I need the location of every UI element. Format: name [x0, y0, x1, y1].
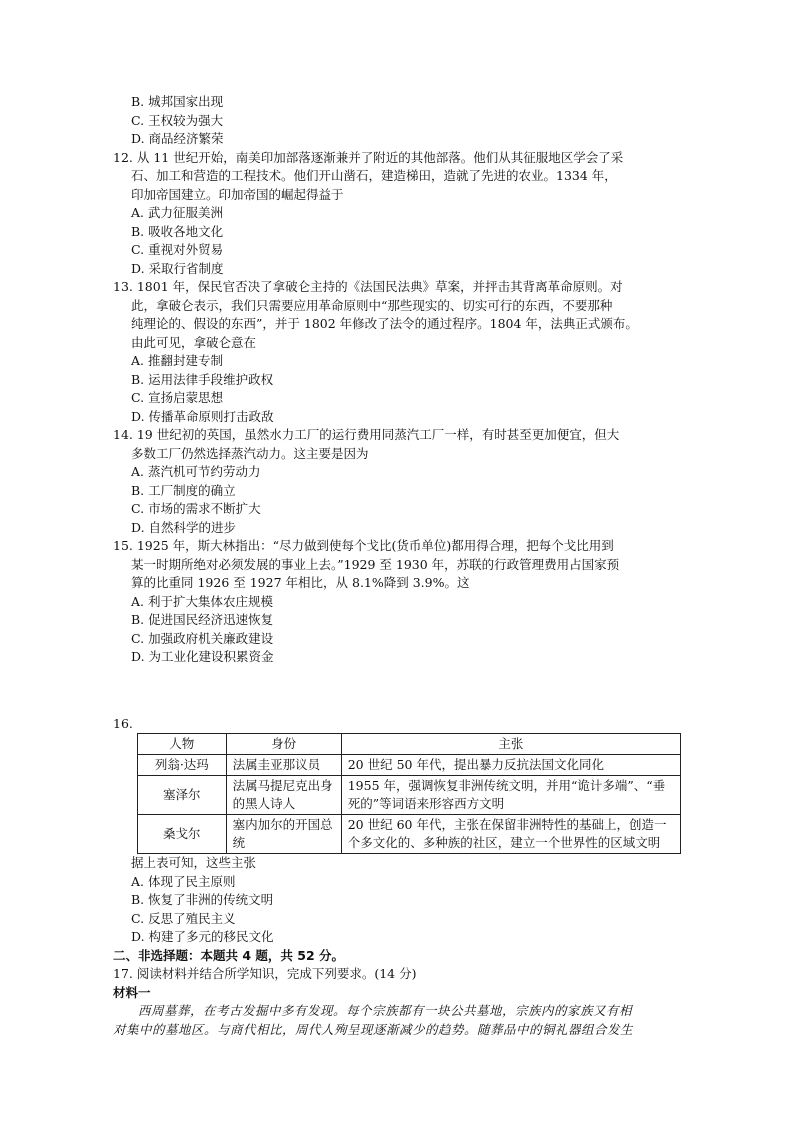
table-cell: 塞内加尔的开国总统	[226, 815, 341, 854]
material-paragraph-line: 西周墓葬，在考古发掘中多有发现。每个宗族都有一块公共墓地，宗族内的家族又有相	[138, 1003, 633, 1018]
table-header: 身份	[226, 734, 341, 755]
table-header: 人物	[138, 734, 227, 755]
option: D. 采取行省制度	[131, 260, 224, 276]
option: D. 自然科学的进步	[131, 519, 237, 535]
question-15	[113, 537, 688, 667]
question-stem: 14. 19 世纪初的英国，虽然水力工厂的运行费用同蒸汽工厂一样，有时甚至更加便宜，但大	[113, 427, 620, 442]
section-heading: 二、非选择题：本题共 4 题，共 52 分。	[113, 947, 345, 963]
option: B. 城邦国家出现	[131, 94, 224, 109]
question-stem: 17. 阅读材料并结合所学知识，完成下列要求。(14 分)	[113, 966, 417, 981]
question-stem: 算的比重同 1926 至 1927 年相比，从 8.1%降到 3.9%。这	[131, 575, 470, 590]
option: A. 武力征服美洲	[131, 205, 223, 220]
question-12	[113, 149, 688, 279]
q11-options	[113, 93, 688, 149]
table-cell: 20 世纪 60 年代，主张在保留非洲特性的基础上，创造一个多文化的、多种族的社区，建立一个世界性的区域文明	[341, 815, 680, 854]
question-stem: 此，拿破仑表示，我们只需要应用革命原则中“那些现实的、切实可行的东西，不要那种	[131, 297, 613, 313]
question-stem: 印加帝国建立。印加帝国的崛起得益于	[131, 186, 344, 202]
question-stem: 12. 从 11 世纪开始，南美印加部落逐渐兼并了附近的其他部落。他们从其征服地区学会了采	[113, 149, 624, 165]
table-row	[138, 776, 681, 815]
question-stem: 据上表可知，这些主张	[131, 855, 257, 870]
option: C. 市场的需求不断扩大	[131, 501, 261, 516]
question-stem: 纯理论的、假设的东西”，并于 1802 年修改了法令的通过程序。1804 年，法典正式颁布。	[131, 316, 638, 331]
option: D. 传播革命原则打击政敌	[131, 408, 274, 424]
spacer	[113, 667, 688, 715]
option: C. 王权较为强大	[131, 112, 224, 128]
table-header: 主张	[341, 734, 680, 755]
table-cell: 法属圭亚那议员	[226, 755, 341, 776]
question-stem: 15. 1925 年，斯大林指出：“尽力做到使每个戈比(货币单位)都用得合理，把每个戈比用到	[113, 538, 614, 553]
table-cell: 塞泽尔	[138, 776, 227, 815]
table-row	[138, 815, 681, 854]
option: C. 重视对外贸易	[131, 242, 224, 257]
material-title: 材料一	[113, 984, 151, 1000]
option: D. 商品经济繁荣	[131, 131, 224, 146]
option: C. 宣扬启蒙思想	[131, 390, 224, 405]
table-cell: 桑戈尔	[138, 815, 227, 854]
option: A. 利于扩大集体农庄规模	[131, 593, 273, 609]
table-cell: 20 世纪 50 年代，提出暴力反抗法国文化同化	[341, 755, 680, 776]
option: A. 推翻封建专制	[131, 353, 223, 368]
question-stem: 13. 1801 年，保民官否决了拿破仑主持的《法国民法典》草案，并抨击其背离革命原则。对	[113, 279, 623, 294]
q16-table	[137, 733, 681, 854]
question-14	[113, 426, 688, 537]
question-stem: 石、加工和营造的工程技术。他们开山凿石，建造梯田，造就了先进的农业。1334 年，	[131, 168, 617, 183]
exam-page	[113, 93, 688, 1039]
question-17	[113, 965, 688, 1039]
table-header-row	[138, 734, 681, 755]
table-cell: 列翁·达玛	[138, 755, 227, 776]
option: D. 为工业化建设积累资金	[131, 649, 274, 664]
option: B. 工厂制度的确立	[131, 482, 236, 498]
option: C. 加强政府机关廉政建设	[131, 630, 274, 646]
option: A. 体现了民主原则	[131, 873, 236, 889]
option: C. 反思了殖民主义	[131, 910, 236, 926]
option: B. 恢复了非洲的传统文明	[131, 892, 274, 907]
option: B. 吸收各地文化	[131, 223, 224, 239]
option: B. 促进国民经济迅速恢复	[131, 612, 274, 627]
question-number: 16.	[113, 715, 133, 731]
question-13	[113, 278, 688, 426]
option: B. 运用法律手段维护政权	[131, 371, 274, 387]
question-stem: 多数工厂仍然选择蒸汽动力。这主要是因为	[131, 445, 369, 461]
question-stem: 某一时期所绝对必须发展的事业上去。”1929 至 1930 年，苏联的行政管理费用占国家预	[131, 556, 620, 572]
question-stem: 由此可见，拿破仑意在	[131, 334, 257, 350]
table-cell: 1955 年，强调恢复非洲传统文明，并用“诡计多端”、“垂死的”等词语来形容西方文明	[341, 776, 680, 815]
option: A. 蒸汽机可节约劳动力	[131, 464, 261, 479]
option: D. 构建了多元的移民文化	[131, 929, 274, 944]
table-row	[138, 755, 681, 776]
material-paragraph-line: 对集中的墓地区。与商代相比，周代人殉呈现逐渐减少的趋势。随葬品中的铜礼器组合发生	[113, 1021, 634, 1037]
question-16	[113, 715, 688, 947]
table-cell: 法属马提尼克出身的黑人诗人	[226, 776, 341, 815]
